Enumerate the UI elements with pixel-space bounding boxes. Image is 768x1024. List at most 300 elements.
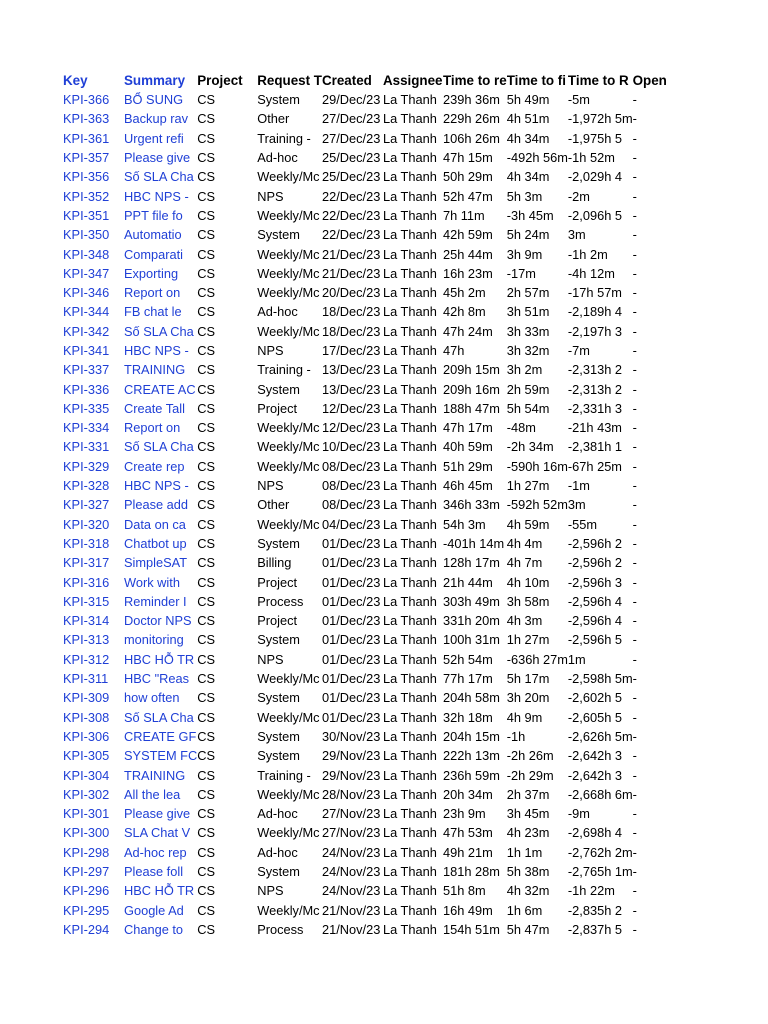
cell-assignee: La Thanh	[382, 902, 437, 918]
cell-open: -	[632, 400, 637, 416]
col-header-time-to-resolution[interactable]: Time to R	[567, 72, 629, 88]
cell-open: -	[632, 478, 637, 494]
cell-project: CS	[197, 420, 216, 436]
cell-time-to-resolution: -2,605h 5	[567, 709, 622, 725]
cell-time-to-first: 4h 3m	[506, 613, 543, 629]
cell-key[interactable]: KPI-341	[63, 343, 110, 358]
cell-request-type: Training -	[257, 362, 311, 378]
cell-assignee: La Thanh	[382, 728, 437, 744]
cell-summary[interactable]: Please add	[124, 497, 189, 513]
table-row[interactable]	[63, 129, 694, 148]
cell-summary[interactable]: All the lea	[124, 786, 181, 802]
table-row[interactable]	[63, 244, 694, 263]
cell-summary[interactable]: CREATE GF	[124, 728, 197, 744]
cell-time-to-resolution: -2,698h 4	[567, 825, 622, 841]
cell-summary[interactable]: HBC HỖ TR	[124, 651, 195, 667]
cell-key[interactable]: KPI-296	[63, 883, 110, 899]
cell-created: 08/Dec/23	[321, 497, 381, 513]
cell-created: 01/Dec/23	[321, 651, 381, 667]
cell-summary[interactable]: Doctor NPS	[124, 613, 192, 629]
table-row[interactable]	[63, 418, 694, 437]
cell-time-to-resolution: -2,765h 1m	[567, 864, 633, 880]
cell-summary[interactable]: Backup rav	[124, 111, 189, 127]
col-header-open[interactable]: Open	[632, 72, 667, 88]
cell-time-to-first: 4h 9m	[506, 709, 543, 725]
cell-time-to-resolution: -1,972h 5m	[567, 111, 633, 127]
cell-key[interactable]: KPI-335	[63, 400, 110, 416]
cell-key[interactable]: KPI-356	[63, 169, 110, 185]
table-row[interactable]	[63, 476, 694, 495]
cell-time-to-response: 52h 54m	[442, 651, 493, 667]
cell-summary[interactable]: Comparati	[124, 246, 184, 262]
cell-summary[interactable]: Chatbot up	[124, 535, 187, 551]
cell-created: 24/Nov/23	[321, 883, 381, 899]
cell-summary[interactable]: Số SLA Cha	[124, 169, 194, 185]
cell-summary[interactable]: PPT file fo	[124, 207, 183, 223]
table-row[interactable]	[63, 399, 694, 418]
cell-request-type: Training -	[257, 130, 311, 146]
cell-project: CS	[197, 767, 216, 783]
cell-time-to-first: 5h 49m	[506, 92, 550, 108]
cell-project: CS	[197, 400, 216, 416]
cell-key[interactable]: KPI-348	[63, 246, 110, 262]
cell-key[interactable]: KPI-357	[63, 150, 110, 166]
cell-key[interactable]: KPI-318	[63, 535, 110, 551]
cell-summary[interactable]: Exporting	[124, 265, 179, 281]
table-row[interactable]	[63, 746, 694, 765]
col-header-key[interactable]: Key	[63, 72, 88, 88]
cell-summary[interactable]: Số SLA Cha	[124, 323, 194, 339]
cell-time-to-first: -2h 29m	[506, 767, 554, 783]
cell-time-to-response: 32h 18m	[442, 709, 493, 725]
table-row[interactable]	[63, 630, 694, 649]
cell-time-to-first: 5h 47m	[506, 921, 550, 937]
cell-open: -	[632, 516, 637, 532]
cell-summary[interactable]: HBC "Reas	[124, 671, 189, 687]
cell-assignee: La Thanh	[382, 130, 437, 146]
cell-key[interactable]: KPI-295	[63, 902, 110, 918]
cell-created: 01/Dec/23	[321, 593, 381, 609]
cell-time-to-response: 40h 59m	[442, 439, 493, 455]
cell-key[interactable]: KPI-320	[63, 516, 110, 532]
table-row[interactable]	[63, 90, 694, 109]
cell-key[interactable]: KPI-297	[63, 864, 110, 880]
cell-summary[interactable]: Report on	[124, 420, 181, 436]
cell-summary[interactable]: CREATE AC	[124, 381, 196, 397]
table-row[interactable]	[63, 650, 694, 669]
cell-summary[interactable]: Automatio	[124, 227, 182, 243]
table-row[interactable]	[63, 669, 694, 688]
cell-created: 22/Dec/23	[321, 207, 381, 223]
cell-summary[interactable]: Report on	[124, 285, 181, 301]
cell-key[interactable]: KPI-351	[63, 207, 110, 223]
cell-assignee: La Thanh	[382, 709, 437, 725]
cell-assignee: La Thanh	[382, 439, 437, 455]
cell-created: 01/Dec/23	[321, 555, 381, 571]
cell-key[interactable]: KPI-346	[63, 285, 110, 301]
cell-project: CS	[197, 92, 216, 108]
cell-time-to-resolution: -2,626h 5m	[567, 728, 633, 744]
cell-key[interactable]: KPI-312	[63, 651, 110, 667]
cell-project: CS	[197, 883, 216, 899]
cell-summary[interactable]: how often	[124, 690, 180, 706]
cell-summary[interactable]: Urgent refi	[124, 130, 184, 146]
cell-time-to-resolution: -2,596h 4	[567, 613, 622, 629]
cell-request-type: Weekly/Mc	[257, 902, 320, 918]
cell-request-type: System	[257, 535, 300, 551]
cell-key[interactable]: KPI-344	[63, 304, 110, 320]
cell-project: CS	[197, 478, 216, 494]
cell-project: CS	[197, 921, 216, 937]
cell-request-type: NPS	[257, 651, 284, 667]
cell-key[interactable]: KPI-327	[63, 497, 110, 513]
cell-summary[interactable]: FB chat le	[124, 304, 182, 320]
cell-open: -	[632, 767, 637, 783]
cell-time-to-first: 2h 57m	[506, 285, 550, 301]
table-row[interactable]	[63, 572, 694, 591]
cell-key[interactable]: KPI-361	[63, 130, 110, 146]
table-row[interactable]	[63, 727, 694, 746]
cell-time-to-first: 1h 27m	[506, 632, 550, 648]
cell-open: -	[632, 323, 637, 339]
cell-key[interactable]: KPI-334	[63, 420, 110, 436]
table-row[interactable]	[63, 534, 694, 553]
cell-project: CS	[197, 285, 216, 301]
cell-summary[interactable]: Ad-hoc rep	[124, 844, 187, 860]
cell-project: CS	[197, 458, 216, 474]
cell-key[interactable]: KPI-309	[63, 690, 110, 706]
cell-time-to-first: 4h 34m	[506, 169, 550, 185]
cell-request-type: NPS	[257, 188, 284, 204]
cell-key[interactable]: KPI-313	[63, 632, 110, 648]
cell-time-to-first: -592h 52m	[506, 497, 568, 513]
cell-open: -	[632, 902, 637, 918]
cell-created: 27/Nov/23	[321, 806, 381, 822]
cell-assignee: La Thanh	[382, 574, 437, 590]
cell-time-to-resolution: -5m	[567, 92, 590, 108]
cell-assignee: La Thanh	[382, 690, 437, 706]
cell-time-to-resolution: -2,642h 3	[567, 748, 622, 764]
cell-summary[interactable]: TRAINING	[124, 767, 186, 783]
table-row[interactable]	[63, 109, 694, 128]
cell-key[interactable]: KPI-328	[63, 478, 110, 494]
cell-time-to-first: 3h 51m	[506, 304, 550, 320]
cell-open: -	[632, 825, 637, 841]
cell-summary[interactable]: Change to	[124, 921, 184, 937]
cell-time-to-resolution: -2,197h 3	[567, 323, 622, 339]
cell-request-type: System	[257, 227, 300, 243]
cell-time-to-response: 209h 15m	[442, 362, 500, 378]
cell-summary[interactable]: HBC NPS -	[124, 478, 189, 494]
table-row[interactable]	[63, 264, 694, 283]
cell-time-to-resolution: -2,837h 5	[567, 921, 622, 937]
cell-open: -	[632, 111, 637, 127]
cell-time-to-first: -590h 16m	[506, 458, 568, 474]
cell-assignee: La Thanh	[382, 497, 437, 513]
cell-time-to-response: 331h 20m	[442, 613, 500, 629]
cell-summary[interactable]: Work with	[124, 574, 180, 590]
table-row[interactable]	[63, 341, 694, 360]
cell-request-type: Weekly/Mc	[257, 169, 320, 185]
cell-summary[interactable]: Please foll	[124, 864, 184, 880]
table-row[interactable]	[63, 688, 694, 707]
cell-time-to-first: 3h 20m	[506, 690, 550, 706]
cell-assignee: La Thanh	[382, 207, 437, 223]
cell-assignee: La Thanh	[382, 593, 437, 609]
cell-summary[interactable]: Số SLA Cha	[124, 709, 194, 725]
cell-time-to-resolution: -2,596h 3	[567, 574, 622, 590]
table-row[interactable]	[63, 804, 694, 823]
cell-request-type: Ad-hoc	[257, 150, 298, 166]
cell-key[interactable]: KPI-300	[63, 825, 110, 841]
cell-time-to-response: 222h 13m	[442, 748, 500, 764]
cell-created: 24/Nov/23	[321, 844, 381, 860]
cell-time-to-first: 4h 7m	[506, 555, 543, 571]
cell-time-to-first: 4h 32m	[506, 883, 550, 899]
cell-open: -	[632, 786, 637, 802]
cell-time-to-resolution: -2,096h 5	[567, 207, 622, 223]
cell-open: -	[632, 593, 637, 609]
cell-request-type: Project	[257, 400, 298, 416]
cell-summary[interactable]: Reminder I	[124, 593, 187, 609]
cell-key[interactable]: KPI-352	[63, 188, 110, 204]
cell-key[interactable]: KPI-294	[63, 921, 110, 937]
cell-open: -	[632, 188, 637, 204]
cell-time-to-first: 5h 3m	[506, 188, 543, 204]
cell-key[interactable]: KPI-298	[63, 844, 110, 860]
cell-open: -	[632, 304, 637, 320]
cell-time-to-response: 154h 51m	[442, 921, 500, 937]
cell-created: 01/Dec/23	[321, 671, 381, 687]
table-row[interactable]	[63, 920, 694, 939]
cell-assignee: La Thanh	[382, 825, 437, 841]
table-row[interactable]	[63, 900, 694, 919]
cell-project: CS	[197, 844, 216, 860]
cell-key[interactable]: KPI-311	[63, 671, 109, 687]
cell-open: -	[632, 555, 637, 571]
cell-open: -	[632, 265, 637, 281]
table-row[interactable]	[63, 765, 694, 784]
cell-time-to-response: 7h 11m	[442, 207, 485, 223]
cell-request-type: Ad-hoc	[257, 844, 298, 860]
cell-time-to-resolution: -2,189h 4	[567, 304, 622, 320]
cell-key[interactable]: KPI-317	[63, 555, 110, 571]
col-header-time-to-response[interactable]: Time to re	[442, 72, 507, 88]
table-row[interactable]	[63, 322, 694, 341]
table-row[interactable]	[63, 148, 694, 167]
cell-request-type: System	[257, 92, 300, 108]
cell-time-to-resolution: -21h 43m	[567, 420, 622, 436]
cell-assignee: La Thanh	[382, 806, 437, 822]
table-row[interactable]	[63, 785, 694, 804]
cell-summary[interactable]: BỔ SUNG	[124, 92, 184, 108]
cell-key[interactable]: KPI-302	[63, 786, 110, 802]
table-row[interactable]	[63, 437, 694, 456]
cell-created: 29/Nov/23	[321, 748, 381, 764]
cell-time-to-response: 188h 47m	[442, 400, 500, 416]
cell-project: CS	[197, 362, 216, 378]
cell-summary[interactable]: Please give	[124, 150, 191, 166]
cell-time-to-first: 4h 10m	[506, 574, 550, 590]
cell-summary[interactable]: monitoring	[124, 632, 184, 648]
table-row[interactable]	[63, 515, 694, 534]
cell-assignee: La Thanh	[382, 246, 437, 262]
cell-assignee: La Thanh	[382, 400, 437, 416]
cell-time-to-response: 21h 44m	[442, 574, 493, 590]
table-row[interactable]	[63, 457, 694, 476]
cell-created: 28/Nov/23	[321, 786, 381, 802]
table-row[interactable]	[63, 592, 694, 611]
cell-time-to-first: 3h 33m	[506, 323, 550, 339]
cell-project: CS	[197, 130, 216, 146]
table-row[interactable]	[63, 708, 694, 727]
cell-open: -	[632, 651, 637, 667]
cell-request-type: Weekly/Mc	[257, 709, 320, 725]
cell-created: 27/Dec/23	[321, 111, 381, 127]
cell-key[interactable]: KPI-331	[63, 439, 110, 455]
cell-time-to-response: 50h 29m	[442, 169, 493, 185]
cell-summary[interactable]: Google Ad	[124, 902, 184, 918]
cell-key[interactable]: KPI-316	[63, 574, 110, 590]
cell-open: -	[632, 921, 637, 937]
cell-created: 01/Dec/23	[321, 709, 381, 725]
cell-time-to-first: -2h 26m	[506, 748, 554, 764]
cell-time-to-response: 236h 59m	[442, 767, 500, 783]
cell-summary[interactable]: Please give	[124, 806, 191, 822]
cell-project: CS	[197, 748, 216, 764]
cell-summary[interactable]: HBC NPS -	[124, 343, 189, 358]
cell-request-type: Weekly/Mc	[257, 323, 320, 339]
cell-summary[interactable]: SLA Chat V	[124, 825, 191, 841]
cell-assignee: La Thanh	[382, 304, 437, 320]
cell-request-type: NPS	[257, 883, 284, 899]
table-row[interactable]	[63, 283, 694, 302]
cell-time-to-resolution: 1m	[567, 651, 586, 667]
cell-key[interactable]: KPI-363	[63, 111, 110, 127]
table-row[interactable]	[63, 611, 694, 630]
cell-created: 24/Nov/23	[321, 864, 381, 880]
cell-assignee: La Thanh	[382, 169, 437, 185]
cell-key[interactable]: KPI-329	[63, 458, 110, 474]
cell-key[interactable]: KPI-366	[63, 92, 110, 108]
cell-summary[interactable]: Create rep	[124, 458, 185, 474]
table-row[interactable]	[63, 823, 694, 842]
cell-created: 04/Dec/23	[321, 516, 381, 532]
cell-project: CS	[197, 690, 216, 706]
cell-summary[interactable]: HBC HỖ TR	[124, 883, 195, 899]
cell-time-to-response: 239h 36m	[442, 92, 500, 108]
cell-time-to-first: -2h 34m	[506, 439, 554, 455]
cell-created: 01/Dec/23	[321, 574, 381, 590]
table-row[interactable]	[63, 225, 694, 244]
cell-time-to-resolution: -9m	[567, 806, 590, 822]
cell-key[interactable]: KPI-301	[63, 806, 110, 822]
cell-key[interactable]: KPI-315	[63, 593, 110, 609]
cell-created: 13/Dec/23	[321, 362, 381, 378]
cell-key[interactable]: KPI-306	[63, 728, 110, 744]
table-row[interactable]	[63, 206, 694, 225]
table-row[interactable]	[63, 379, 694, 398]
cell-time-to-first: 1h 27m	[506, 478, 550, 494]
table-row[interactable]	[63, 881, 694, 900]
cell-time-to-response: 54h 3m	[442, 516, 486, 532]
cell-assignee: La Thanh	[382, 343, 437, 358]
table-row[interactable]	[63, 302, 694, 321]
cell-request-type: System	[257, 690, 300, 706]
cell-summary[interactable]: Số SLA Cha	[124, 439, 194, 455]
table-row[interactable]	[63, 167, 694, 186]
cell-key[interactable]: KPI-308	[63, 709, 110, 725]
cell-request-type: Process	[257, 921, 304, 937]
cell-project: CS	[197, 574, 216, 590]
table-row[interactable]	[63, 862, 694, 881]
cell-created: 20/Dec/23	[321, 285, 381, 301]
cell-request-type: System	[257, 728, 300, 744]
table-row[interactable]	[63, 843, 694, 862]
cell-open: -	[632, 864, 637, 880]
table-row[interactable]	[63, 186, 694, 205]
cell-summary[interactable]: Create Tall	[124, 400, 185, 416]
cell-key[interactable]: KPI-304	[63, 767, 110, 783]
header-row	[63, 70, 694, 90]
cell-assignee: La Thanh	[382, 150, 437, 166]
table-row[interactable]	[63, 360, 694, 379]
cell-project: CS	[197, 497, 216, 513]
col-header-created[interactable]: Created	[321, 72, 372, 88]
cell-time-to-first: 4h 34m	[506, 130, 550, 146]
cell-open: -	[632, 343, 637, 358]
cell-project: CS	[197, 786, 216, 802]
cell-key[interactable]: KPI-350	[63, 227, 110, 243]
cell-summary[interactable]: Data on ca	[124, 516, 186, 532]
cell-open: -	[632, 227, 637, 243]
cell-assignee: La Thanh	[382, 613, 437, 629]
cell-summary[interactable]: TRAINING	[124, 362, 186, 378]
cell-request-type: Weekly/Mc	[257, 246, 320, 262]
col-header-summary[interactable]: Summary	[124, 72, 186, 88]
cell-summary[interactable]: HBC NPS -	[124, 188, 189, 204]
cell-key[interactable]: KPI-305	[63, 748, 110, 764]
table-row[interactable]	[63, 495, 694, 514]
cell-open: -	[632, 574, 637, 590]
col-header-time-to-first[interactable]: Time to fi	[506, 72, 566, 88]
cell-open: -	[632, 420, 637, 436]
col-header-project[interactable]: Project	[197, 72, 243, 88]
cell-project: CS	[197, 323, 216, 339]
cell-open: -	[632, 92, 637, 108]
cell-request-type: NPS	[257, 478, 284, 494]
cell-key[interactable]: KPI-342	[63, 323, 110, 339]
cell-time-to-resolution: 3m	[567, 497, 586, 513]
cell-key[interactable]: KPI-336	[63, 381, 110, 397]
cell-key[interactable]: KPI-347	[63, 265, 110, 281]
cell-time-to-resolution: -1m	[567, 478, 590, 494]
cell-time-to-resolution: -1,975h 5	[567, 130, 622, 146]
table-row[interactable]	[63, 553, 694, 572]
cell-key[interactable]: KPI-337	[63, 362, 110, 378]
cell-summary[interactable]: SimpleSAT	[124, 555, 188, 571]
col-header-request-type[interactable]: Request T	[257, 72, 322, 88]
cell-request-type: NPS	[257, 343, 284, 358]
cell-assignee: La Thanh	[382, 786, 437, 802]
cell-summary[interactable]: SYSTEM FC	[124, 748, 198, 764]
cell-open: -	[632, 748, 637, 764]
cell-time-to-first: 4h 51m	[506, 111, 550, 127]
cell-key[interactable]: KPI-314	[63, 613, 110, 629]
cell-request-type: Process	[257, 593, 304, 609]
cell-time-to-resolution: -2,596h 2	[567, 535, 622, 551]
col-header-assignee[interactable]: Assignee	[382, 72, 443, 88]
